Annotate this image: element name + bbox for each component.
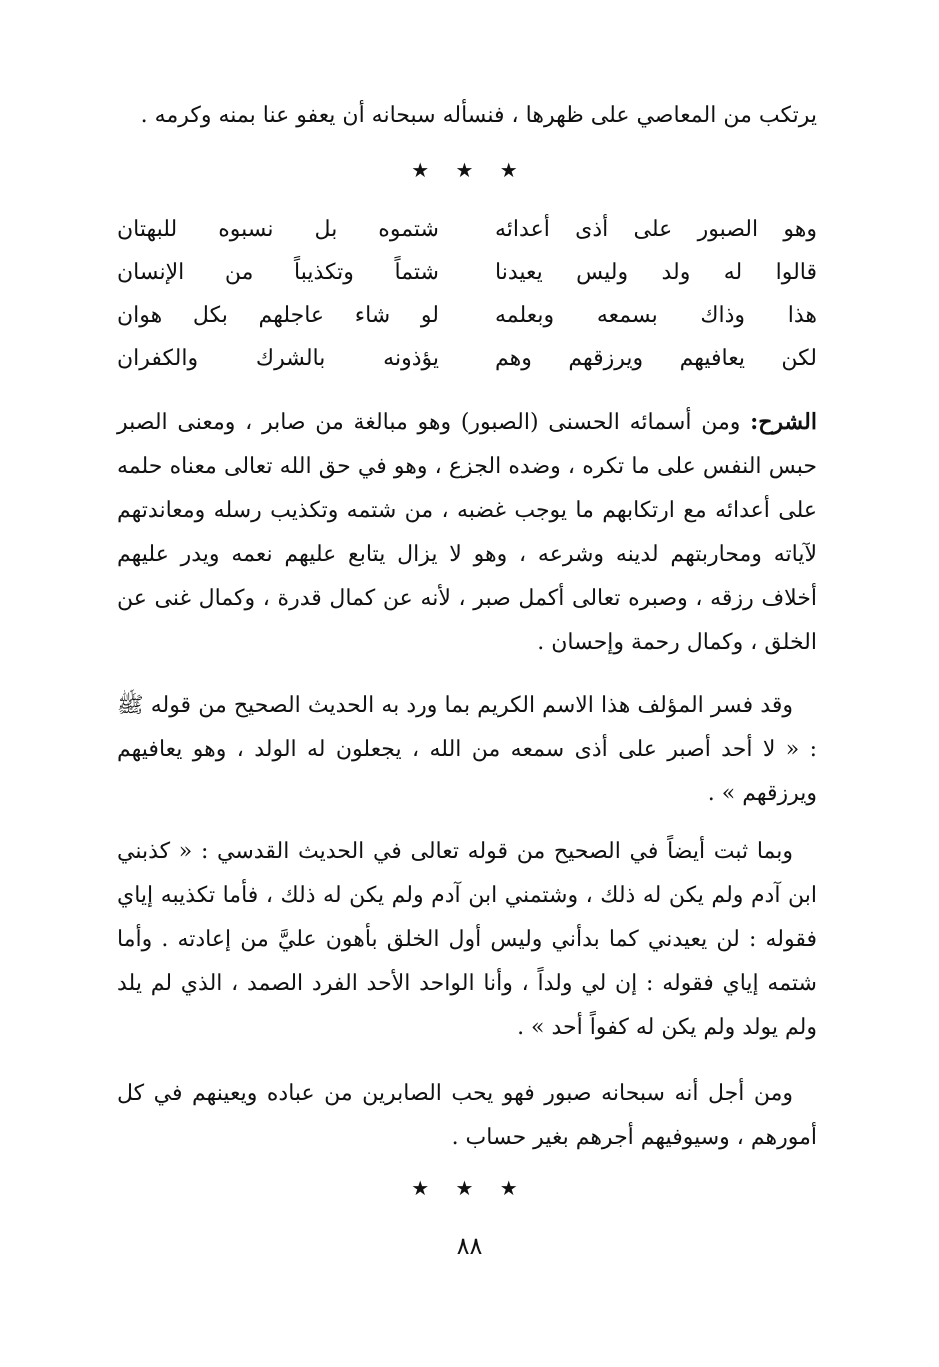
verse-first-hemistich: قالوا له ولد وليس يعيدنا bbox=[495, 260, 817, 285]
poem-verse bbox=[117, 208, 817, 251]
commentary-paragraph-3 bbox=[117, 830, 817, 1050]
verse-first-hemistich: وهو الصبور على أذى أعدائه bbox=[495, 217, 817, 242]
verse-first-hemistich: هذا وذاك بسمعه وبعلمه bbox=[495, 303, 817, 328]
commentary-paragraph-1 bbox=[117, 400, 817, 665]
section-separator-top: ★ ★ ★ bbox=[411, 158, 528, 182]
verse-second-hemistich: شتماً وتكذيباً من الإنسان bbox=[117, 260, 439, 285]
commentary-text: ومن أسمائه الحسنى (الصبور) وهو مبالغة من صابر ، ومعنى الصبر حبس النفس على ما تكره ، وضده الجزع ، وهو في حق الله تعالى معناه حلمه على أعدائه مع ارتكابهم ما يوجب غضبه ، من شتمه وتكذيب رسله ومعاندتهم لآياته ومحاربتهم لدينه وشرعه ، وهو لا يزال يتابع عليهم نعمه ويدر عليهم أخلاف رزقه ، وصبره تعالى أكمل صبر ، لأنه عن كمال قدرة ، وكمال غنى عن الخلق ، وكمال رحمة وإحسان . bbox=[117, 410, 817, 655]
poem bbox=[117, 208, 817, 380]
commentary-paragraph-4 bbox=[117, 1072, 817, 1160]
section-separator-bottom: ★ ★ ★ bbox=[411, 1176, 528, 1200]
poem-verse bbox=[117, 294, 817, 337]
verse-second-hemistich: شتموه بل نسبوه للبهتان bbox=[117, 217, 439, 242]
poem-verse bbox=[117, 251, 817, 294]
intro-paragraph: يرتكب من المعاصي على ظهرها ، فنسأله سبحانه أن يعفو عنا بمنه وكرمه . bbox=[140, 103, 817, 128]
commentary-label: الشرح: bbox=[750, 409, 817, 435]
verse-second-hemistich: يؤذونه بالشرك والكفران bbox=[117, 346, 439, 371]
commentary-text: وبما ثبت أيضاً في الصحيح من قوله تعالى في الحديث القدسي : « كذبني ابن آدم ولم يكن له ذلك ، وشتمني ابن آدم ولم يكن له ذلك ، فأما تكذيبه إياي فقوله : لن يعيدني كما بدأني وليس أول الخلق بأهون عليَّ من إعادته . وأما شتمه إياي فقوله : إن لي ولداً ، وأنا الواحد الأحد الفرد الصمد ، الذي لم يلد ولم يولد ولم يكن له كفواً أحد » . bbox=[117, 839, 817, 1040]
commentary-paragraph-2 bbox=[117, 684, 817, 816]
verse-second-hemistich: لو شاء عاجلهم بكل هوان bbox=[117, 303, 439, 328]
poem-verse bbox=[117, 337, 817, 380]
commentary-text: وقد فسر المؤلف هذا الاسم الكريم بما ورد به الحديث الصحيح من قوله ﷺ : « لا أحد أصبر على أذى سمعه من الله ، يجعلون له الولد ، وهو يعافيهم ويرزقهم » . bbox=[117, 693, 817, 806]
verse-first-hemistich: لكن يعافيهم ويرزقهم وهم bbox=[495, 346, 817, 371]
page-number: ٨٨ bbox=[456, 1232, 483, 1260]
commentary-text: ومن أجل أنه سبحانه صبور فهو يحب الصابرين من عباده ويعينهم في كل أمورهم ، وسيوفيهم أجرهم بغير حساب . bbox=[117, 1081, 817, 1150]
